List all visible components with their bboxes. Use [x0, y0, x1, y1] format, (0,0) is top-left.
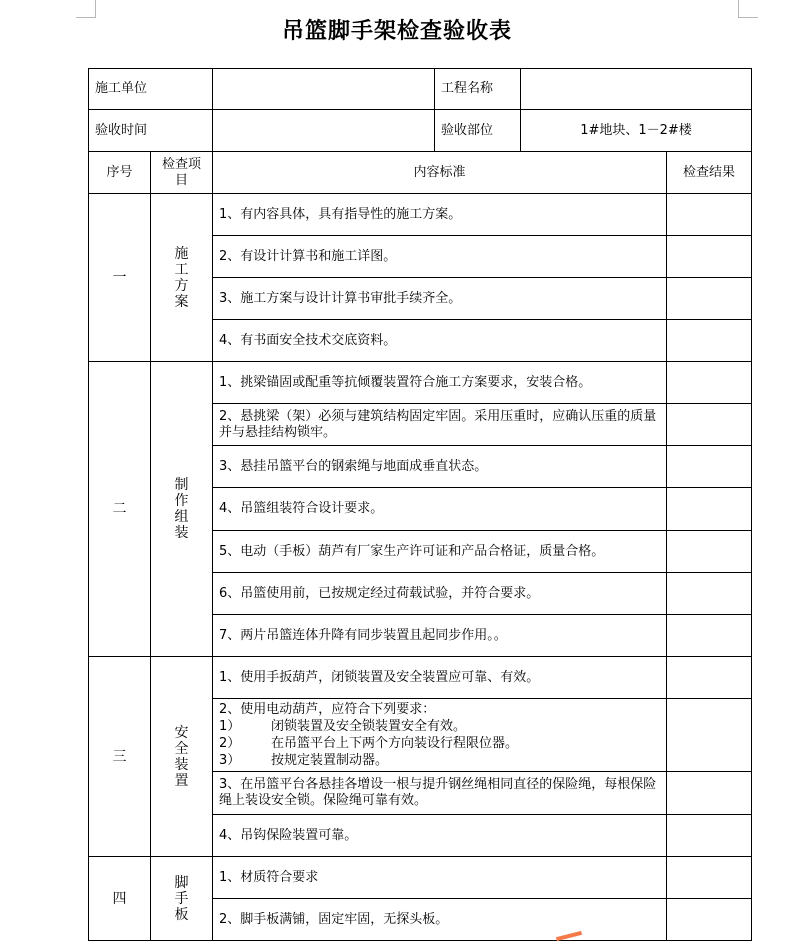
standard-line: 1） 闭锁装置及安全锁装置安全有效。 [219, 719, 467, 734]
section-no: 一 [89, 194, 151, 362]
result-cell[interactable] [667, 278, 752, 320]
section-item: 施 工 方 案 [151, 194, 213, 362]
result-cell[interactable] [667, 362, 752, 404]
standard-cell: 2、悬挑梁（架）必须与建筑结构固定牢固。采用压重时，应确认压重的质量并与悬挂结构锁牢。 [213, 404, 667, 446]
standard-cell: 6、吊篮使用前，已按规定经过荷载试验，并符合要求。 [213, 573, 667, 615]
standard-cell: 7、两片吊篮连体升降有同步装置且起同步作用。。 [213, 615, 667, 657]
col-item: 检查项目 [151, 152, 213, 194]
standard-cell: 3、在吊篮平台各悬挂各增设一根与提升钢丝绳相同直径的保险绳，每根保险绳上装设安全锁。保险绳可靠有效。 [213, 772, 667, 815]
project-value[interactable] [521, 69, 752, 110]
section-no: 三 [89, 657, 151, 857]
standard-cell: 4、有书面安全技术交底资料。 [213, 320, 667, 362]
column-header-row [89, 152, 752, 194]
result-cell[interactable] [667, 615, 752, 657]
standard-cell: 3、悬挂吊篮平台的钢索绳与地面成垂直状态。 [213, 446, 667, 488]
unit-label: 施工单位 [89, 69, 213, 110]
page-bottom-edge [0, 941, 794, 945]
col-standard: 内容标准 [213, 152, 667, 194]
table-row [89, 194, 752, 236]
result-cell[interactable] [667, 488, 752, 531]
result-cell[interactable] [667, 815, 752, 857]
result-cell[interactable] [667, 404, 752, 446]
result-cell[interactable] [667, 320, 752, 362]
result-cell[interactable] [667, 446, 752, 488]
section-no: 四 [89, 857, 151, 941]
standard-line: 2、使用电动葫芦，应符合下列要求： [219, 702, 436, 717]
result-cell[interactable] [667, 657, 752, 699]
table-row [89, 362, 752, 404]
header-row [89, 110, 752, 152]
standard-cell: 2、脚手板满铺，固定牢固，无探头板。 [213, 899, 667, 941]
table-row [89, 657, 752, 699]
col-result: 检查结果 [667, 152, 752, 194]
section-item: 制 作 组 装 [151, 362, 213, 657]
standard-cell: 1、使用手扳葫芦，闭锁装置及安全装置应可靠、有效。 [213, 657, 667, 699]
result-cell[interactable] [667, 899, 752, 941]
standard-line: 3） 按规定装置制动器。 [219, 753, 389, 768]
standard-cell: 2、有设计计算书和施工详图。 [213, 236, 667, 278]
unit-value[interactable] [213, 69, 435, 110]
standard-cell: 1、挑梁锚固或配重等抗倾覆装置符合施工方案要求，安装合格。 [213, 362, 667, 404]
result-cell[interactable] [667, 857, 752, 899]
part-value[interactable]: 1#地块、1－2#楼 [521, 110, 752, 152]
header-row [89, 69, 752, 110]
result-cell[interactable] [667, 236, 752, 278]
result-cell[interactable] [667, 531, 752, 573]
section-item: 安 全 装 置 [151, 657, 213, 857]
standard-cell: 3、施工方案与设计计算书审批手续齐全。 [213, 278, 667, 320]
table-row [89, 857, 752, 899]
section-no: 二 [89, 362, 151, 657]
standard-cell: 1、有内容具体，具有指导性的施工方案。 [213, 194, 667, 236]
result-cell[interactable] [667, 194, 752, 236]
standard-cell: 4、吊钩保险装置可靠。 [213, 815, 667, 857]
project-label: 工程名称 [435, 69, 521, 110]
col-no: 序号 [89, 152, 151, 194]
inspection-table [88, 68, 752, 941]
standard-cell [213, 699, 667, 772]
result-cell[interactable] [667, 699, 752, 772]
result-cell[interactable] [667, 573, 752, 615]
document-title: 吊篮脚手架检查验收表 [281, 18, 512, 44]
standard-cell: 5、电动（手板）葫芦有厂家生产许可证和产品合格证，质量合格。 [213, 531, 667, 573]
time-value[interactable] [213, 110, 435, 152]
time-label: 验收时间 [89, 110, 213, 152]
standard-line: 2） 在吊篮平台上下两个方向装设行程限位器。 [219, 736, 519, 751]
part-label: 验收部位 [435, 110, 521, 152]
standard-cell: 1、材质符合要求 [213, 857, 667, 899]
result-cell[interactable] [667, 772, 752, 815]
section-item: 脚 手 板 [151, 857, 213, 941]
standard-cell: 4、吊篮组装符合设计要求。 [213, 488, 667, 531]
